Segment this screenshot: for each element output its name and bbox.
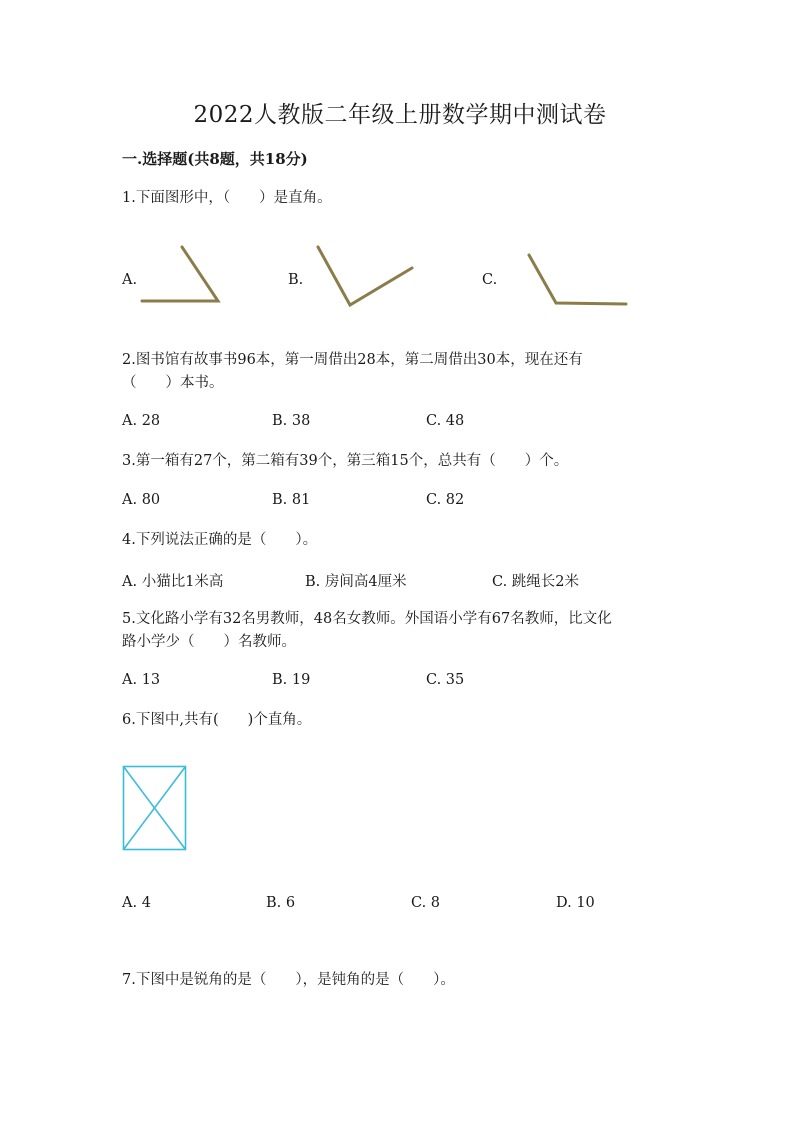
question-text-line2: 路小学少（ ）名教师。 xyxy=(122,634,296,650)
angle-c-figure xyxy=(529,255,626,304)
option-a[interactable]: A. 4 xyxy=(122,895,151,911)
option-b[interactable]: B. 房间高4厘米 xyxy=(305,574,407,590)
question-number: 4. xyxy=(122,532,136,548)
question-3 xyxy=(122,450,568,473)
question-number: 5. xyxy=(122,611,136,627)
rectangle-diagonals-figure xyxy=(120,763,192,855)
option-c[interactable]: C. 跳绳长2米 xyxy=(492,574,580,590)
question-text: 下图中,共有( )个直角。 xyxy=(135,712,312,728)
option-d[interactable]: D. 10 xyxy=(556,895,595,911)
angle-figures xyxy=(120,235,660,325)
question-text: 第一箱有27个，第二箱有39个，第三箱15个，总共有（ ）个。 xyxy=(135,453,569,469)
option-c[interactable]: C. 82 xyxy=(426,492,465,508)
question-text-line1: 文化路小学有32名男教师，48名女教师。外国语小学有67名教师，比文化 xyxy=(135,611,612,627)
question-number: 1. xyxy=(122,190,136,206)
option-a[interactable]: A. xyxy=(122,272,138,288)
option-c[interactable]: C. xyxy=(482,272,498,288)
section-header: 一.选择题(共8题，共18分) xyxy=(122,150,308,168)
question-text: 下面图形中，（ ）是直角。 xyxy=(135,190,332,206)
option-b[interactable]: B. 38 xyxy=(272,413,311,429)
option-c[interactable]: C. 48 xyxy=(426,413,465,429)
angle-b-figure xyxy=(318,247,412,305)
question-number: 6. xyxy=(122,712,136,728)
option-c[interactable]: C. 8 xyxy=(411,895,441,911)
question-6 xyxy=(122,709,311,732)
question-4 xyxy=(122,529,317,552)
question-number: 7. xyxy=(122,972,136,988)
question-1 xyxy=(122,187,332,210)
question-number: 2. xyxy=(122,352,136,368)
angle-a-figure xyxy=(142,247,218,301)
option-b[interactable]: B. 6 xyxy=(266,895,296,911)
question-text: 下列说法正确的是（ ）。 xyxy=(135,532,318,548)
question-text-line2: （ ）本书。 xyxy=(122,375,224,391)
option-b[interactable]: B. 81 xyxy=(272,492,311,508)
page-title: 2022人教版二年级上册数学期中测试卷 xyxy=(193,102,607,128)
option-a[interactable]: A. 小猫比1米高 xyxy=(122,574,224,590)
question-text-line1: 图书馆有故事书96本，第一周借出28本，第二周借出30本，现在还有 xyxy=(135,352,583,368)
question-5 xyxy=(122,608,612,654)
question-2 xyxy=(122,349,583,395)
option-c[interactable]: C. 35 xyxy=(426,672,465,688)
question-7 xyxy=(122,969,455,992)
option-b[interactable]: B. xyxy=(288,272,304,288)
option-a[interactable]: A. 28 xyxy=(122,413,161,429)
option-a[interactable]: A. 80 xyxy=(122,492,161,508)
question-text: 下图中是锐角的是（ ），是钝角的是（ ）。 xyxy=(135,972,455,988)
question-number: 3. xyxy=(122,453,136,469)
option-b[interactable]: B. 19 xyxy=(272,672,311,688)
option-a[interactable]: A. 13 xyxy=(122,672,161,688)
